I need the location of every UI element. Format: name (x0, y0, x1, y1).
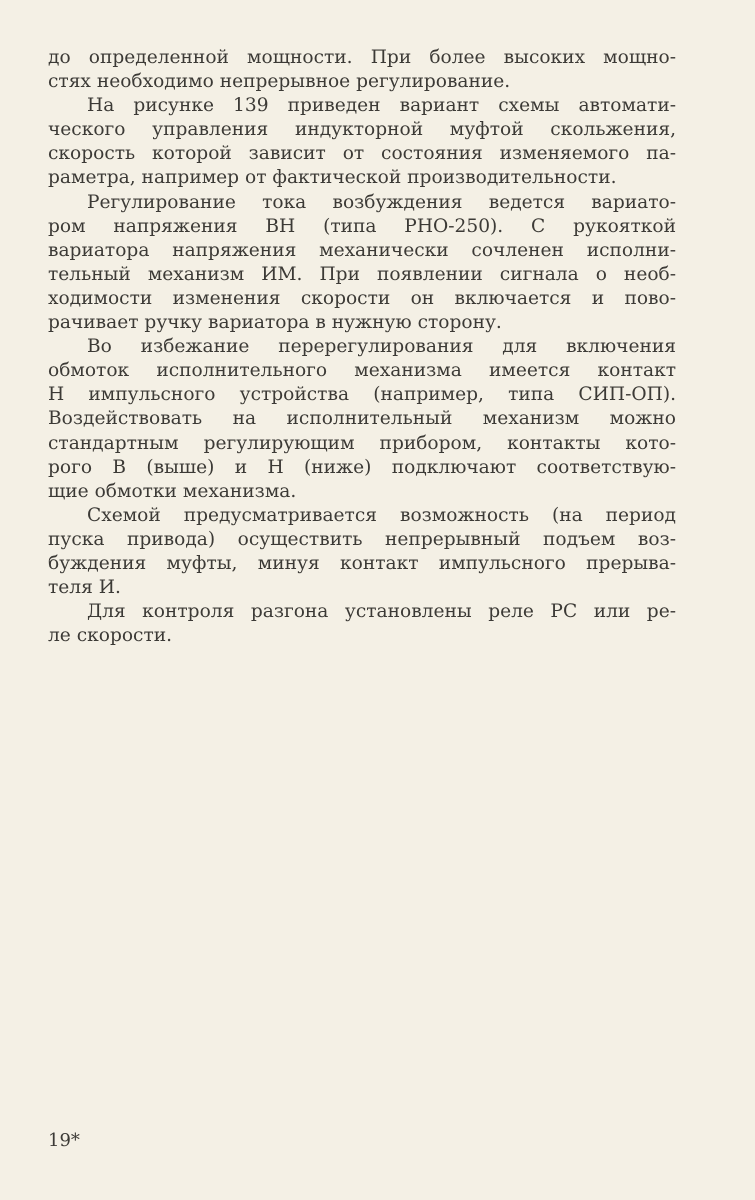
text-line: до определенной мощности. При более высоких мощно- (48, 47, 676, 68)
text-line: На рисунке 139 приведен вариант схемы автомати- (87, 95, 676, 117)
paragraph-3 (48, 191, 676, 336)
text-line: обмоток исполнительного механизма имеется контакт (48, 360, 676, 382)
text-line: теля И. (48, 577, 121, 599)
text-line: вариатора напряжения механически сочленен исполни- (48, 239, 676, 261)
text-line: ческого управления индукторной муфтой скольжения, (48, 119, 676, 141)
page-number: 19* (48, 1130, 80, 1151)
text-line: пуска привода) осуществить непрерывный подъем воз- (48, 528, 676, 550)
text-line: щие обмотки механизма. (48, 480, 297, 502)
paragraph-4 (48, 335, 676, 504)
text-line: Во избежание перерегулирования для включения (87, 336, 676, 358)
text-line: рого В (выше) и Н (ниже) подключают соответствую- (48, 456, 676, 478)
text-line: раметра, например от фактической производительности. (48, 167, 617, 189)
text-line: ром напряжения ВН (типа РНО-250). С рукояткой (48, 215, 676, 237)
text-line: Н импульсного устройства (например, типа СИП-ОП). (48, 384, 676, 406)
text-line: стандартным регулирующим прибором, контакты кото- (48, 432, 676, 454)
paragraph-6 (48, 600, 676, 648)
text-line: стях необходимо непрерывное регулирование. (48, 71, 511, 93)
text-line: Регулирование тока возбуждения ведется вариато- (87, 191, 676, 213)
paragraph-2 (48, 94, 676, 190)
text-line: Воздействовать на исполнительный механизм можно (48, 408, 676, 430)
body-text (48, 46, 676, 648)
text-line: ле скорости. (48, 625, 173, 647)
text-line: тельный механизм ИМ. При появлении сигнала о необ- (48, 263, 676, 285)
text-line: скорость которой зависит от состояния изменяемого па- (48, 143, 676, 165)
text-line: Схемой предусматривается возможность (на период (87, 504, 676, 526)
text-line: буждения муфты, минуя контакт импульсного прерыва- (48, 552, 676, 574)
paragraph-5 (48, 504, 676, 600)
text-line: ходимости изменения скорости он включается и пово- (48, 287, 676, 309)
text-line: рачивает ручку вариатора в нужную сторону. (48, 312, 502, 334)
paragraph-1 (48, 46, 676, 94)
text-line: Для контроля разгона установлены реле РС или ре- (87, 601, 676, 623)
